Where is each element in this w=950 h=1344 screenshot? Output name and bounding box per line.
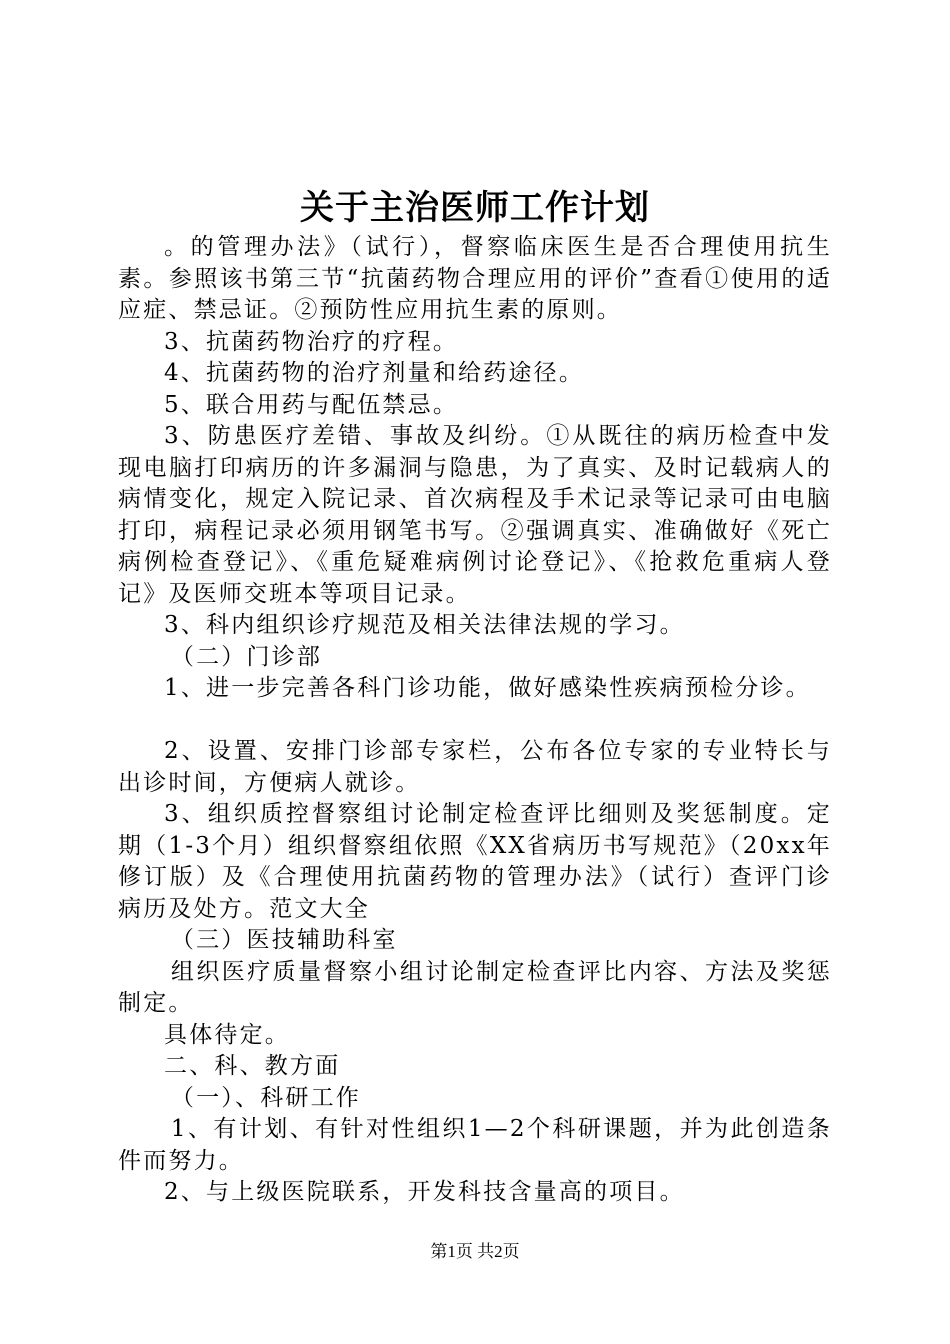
paragraph-3: 4、抗菌药物的治疗剂量和给药途径。 [164, 360, 585, 386]
blank-line [118, 705, 832, 737]
page-number-footer: 第1页 共2页 [430, 1242, 520, 1261]
paragraph-10: 3、组织质控督察组讨论制定检查评比细则及奖惩制度。定期（1-3个月）组织督察组依照《XX省病历书写规范》（20xx年修订版）及《合理使用抗菌药物的管理办法》（试行）查评门诊病历及处方。范文大全 [118, 801, 832, 922]
paragraph-5: 3、防患医疗差错、事故及纠纷。①从既往的病历检查中发现电脑打印病历的许多漏洞与隐患，为了真实、及时记载病人的病情变化，规定入院记录、首次病程及手术记录等记录可由电脑打印，病程记录必须用钢笔书写。②强调真实、准确做好《死亡病例检查登记》、《重危疑难病例讨论登记》、《抢救危重病人登记》及医师交班本等项目记录。 [118, 423, 832, 607]
document-title: 关于主治医师工作计划 [300, 188, 650, 228]
section-heading-outpatient: （二）门诊部 [170, 643, 323, 670]
paragraph-1: 。的管理办法》（试行），督察临床医生是否合理使用抗生素。参照该书第三节“抗菌药物合理应用的评价”查看①使用的适应症、禁忌证。②预防性应用抗生素的原则。 [118, 234, 832, 323]
paragraph-2: 3、抗菌药物治疗的疗程。 [164, 328, 459, 355]
paragraph-8: 1、进一步完善各科门诊功能，做好感染性疾病预检分诊。 [164, 675, 811, 701]
section-heading-medtech: （三）医技辅助科室 [170, 927, 398, 953]
paragraph-9: 2、设置、安排门诊部专家栏，公布各位专家的专业特长与出诊时间，方便病人就诊。 [118, 738, 832, 796]
paragraph-13: 具体待定。 [164, 1021, 290, 1048]
section-heading-research-education: 二、科、教方面 [164, 1053, 341, 1079]
document-body [118, 232, 832, 1209]
paragraph-12: 组织医疗质量督察小组讨论制定检查评比内容、方法及奖惩制定。 [118, 958, 832, 1016]
paragraph-6: 3、科内组织诊疗规范及相关法律法规的学习。 [164, 612, 685, 638]
paragraph-17: 2、与上级医院联系，开发科技含量高的项目。 [164, 1179, 685, 1205]
section-heading-research: （一）、科研工作 [170, 1084, 361, 1111]
paragraph-16: 1、有计划、有针对性组织1—2个科研课题，并为此创造条件而努力。 [118, 1116, 832, 1174]
paragraph-4: 5、联合用药与配伍禁忌。 [164, 391, 459, 418]
